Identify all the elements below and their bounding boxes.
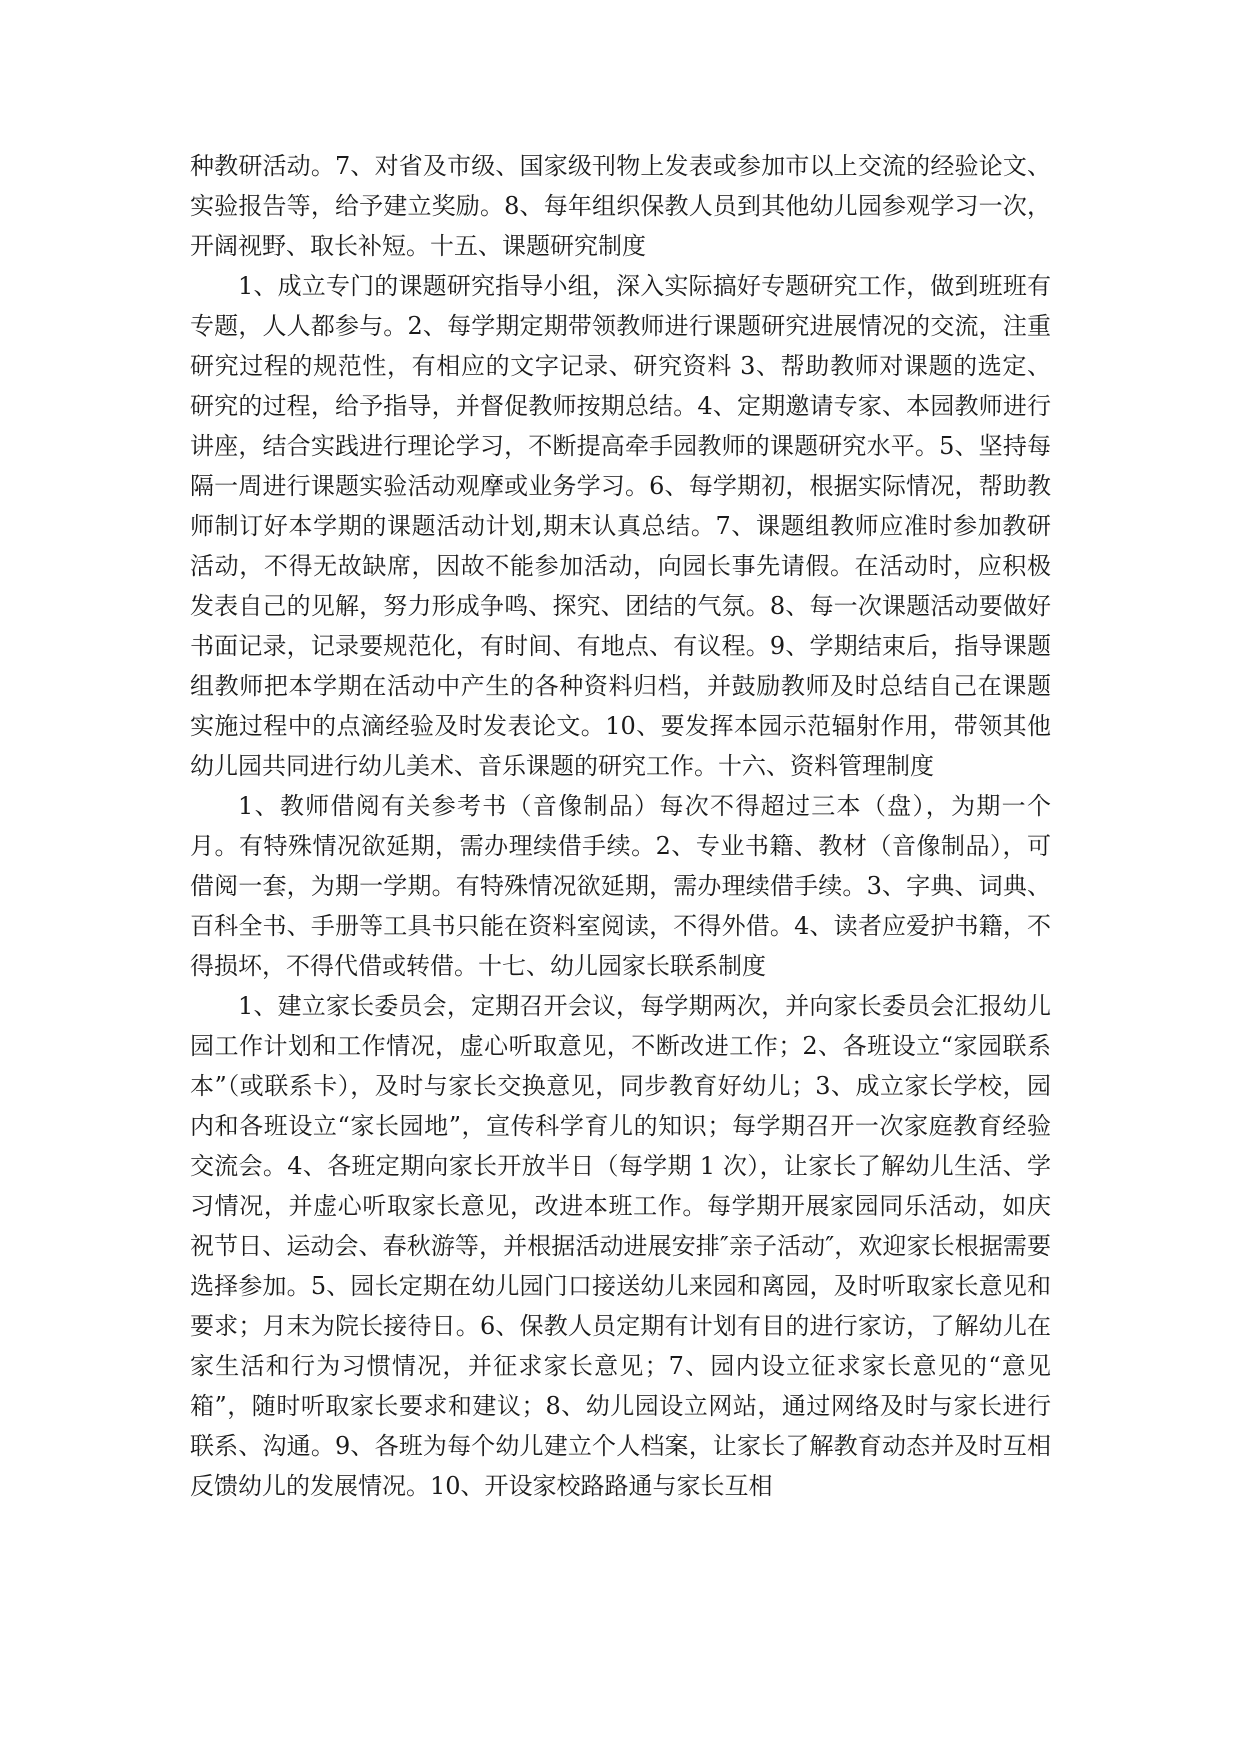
paragraph-research-rules: 1、成立专门的课题研究指导小组，深入实际搞好专题研究工作，做到班班有专题，人人都参与。2、每学期定期带领教师进行课题研究进展情况的交流，注重研究过程的规范性，有相应的文字记录、研究资料 3、帮助教师对课题的选定、研究的过程，给予指导，并督促教师按期总结。4、定期邀请专家、本园教师进行讲座，结合实践进行理论学习，不断提高牵手园教师的课题研究水平。5、坚持每隔一周进行课题实验活动观摩或业务学习。6、每学期初，根据实际情况，帮助教师制订好本学期的课题活动计划,期末认真总结。7、课题组教师应准时参加教研活动，不得无故缺席，因故不能参加活动，向园长事先请假。在活动时，应积极发表自己的见解，努力形成争鸣、探究、团结的气氛。8、每一次课题活动要做好书面记录，记录要规范化，有时间、有地点、有议程。9、学期结束后，指导课题组教师把本学期在活动中产生的各种资料归档，并鼓励教师及时总结自己在课题实施过程中的点滴经验及时发表论文。10、要发挥本园示范辐射作用，带领其他幼儿园共同进行幼儿美术、音乐课题的研究工作。十六、资料管理制度 bbox=[190, 272, 1051, 780]
paragraph-parent-contact-rules: 1、建立家长委员会，定期召开会议，每学期两次，并向家长委员会汇报幼儿园工作计划和工作情况，虚心听取意见，不断改进工作；2、各班设立“家园联系本”（或联系卡），及时与家长交换意见，同步教育好幼儿；3、成立家长学校，园内和各班设立“家长园地”，宣传科学育儿的知识；每学期召开一次家庭教育经验交流会。4、各班定期向家长开放半日（每学期 1 次），让家长了解幼儿生活、学习情况，并虚心听取家长意见，改进本班工作。每学期开展家园同乐活动，如庆祝节日、运动会、春秋游等，并根据活动进展安排″亲子活动″，欢迎家长根据需要选择参加。5、园长定期在幼儿园门口接送幼儿来园和离园，及时听取家长意见和要求；月末为院长接待日。6、保教人员定期有计划有目的进行家访，了解幼儿在家生活和行为习惯情况，并征求家长意见；7、园内设立征求家长意见的“意见箱”，随时听取家长要求和建议；8、幼儿园设立网站，通过网络及时与家长进行联系、沟通。9、各班为每个幼儿建立个人档案，让家长了解教育动态并及时互相反馈幼儿的发展情况。10、开设家校路路通与家长互相 bbox=[190, 992, 1051, 1500]
paragraph-continuation: 种教研活动。7、对省及市级、国家级刊物上发表或参加市以上交流的经验论文、实验报告等，给予建立奖励。8、每年组织保教人员到其他幼儿园参观学习一次，开阔视野、取长补短。十五、课题研究制度 bbox=[190, 152, 1051, 260]
paragraph-materials-rules: 1、教师借阅有关参考书（音像制品）每次不得超过三本（盘），为期一个月。有特殊情况欲延期，需办理续借手续。2、专业书籍、教材（音像制品），可借阅一套，为期一学期。有特殊情况欲延期，需办理续借手续。3、字典、词典、百科全书、手册等工具书只能在资料室阅读，不得外借。4、读者应爱护书籍，不得损坏，不得代借或转借。十七、幼儿园家长联系制度 bbox=[190, 792, 1051, 980]
